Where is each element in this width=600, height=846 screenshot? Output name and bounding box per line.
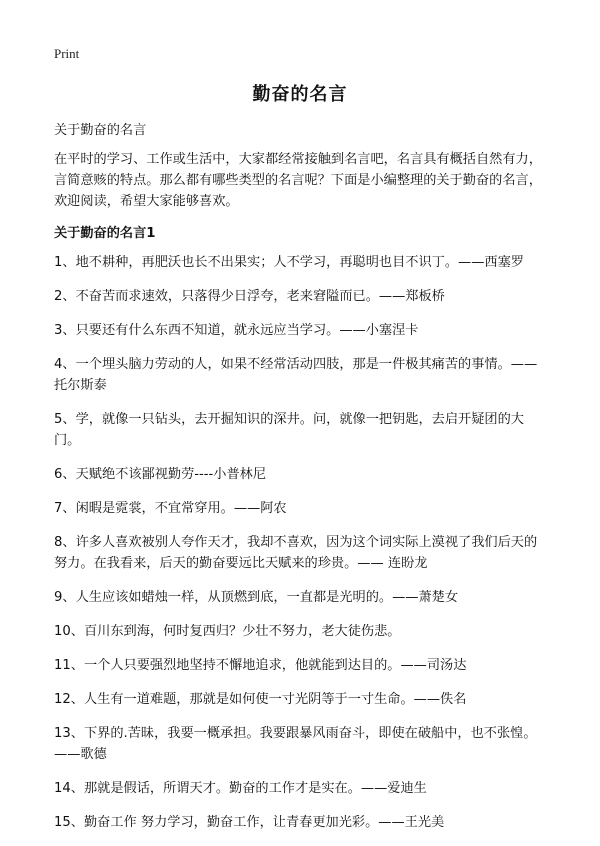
quote-item: 9、人生应该如蜡烛一样，从顶燃到底，一直都是光明的。——萧楚女 <box>54 590 459 605</box>
quote-item: 10、百川东到海，何时复西归？少壮不努力，老大徒伤悲。 <box>54 624 401 639</box>
quote-item: 1、地不耕种，再肥沃也长不出果实；人不学习，再聪明也目不识丁。——西塞罗 <box>54 255 524 270</box>
quote-item: 15、勤奋工作 努力学习，勤奋工作，让青春更加光彩。——王光美 <box>54 815 445 830</box>
print-link[interactable]: Print <box>54 46 80 61</box>
quote-item: 13、下界的.苦昧，我要一概承担。我要跟暴风雨奋斗，即使在破船中，也不张惶。——歌德 <box>54 726 537 762</box>
quote-item: 2、不奋苦而求速效，只落得少日浮夸，老来窘隘而已。——郑板桥 <box>54 289 445 304</box>
quote-item: 5、学，就像一只钻头，去开掘知识的深井。问，就像一把钥匙，去启开疑团的大门。 <box>54 412 524 448</box>
quote-item: 11、一个人只要强烈地坚持不懈地追求，他就能到达目的。——司汤达 <box>54 658 467 673</box>
intro-paragraph: 在平时的学习、工作或生活中，大家都经常接触到名言吧，名言具有概括自然有力，言简意赅的特点。那么都有哪些类型的名言呢？下面是小编整理的关于勤奋的名言，欢迎阅读，希望大家能够喜欢。 <box>54 152 542 209</box>
page-title: 勤奋的名言 <box>252 84 348 105</box>
quote-item: 4、一个埋头脑力劳动的人，如果不经常活动四肢，那是一件极其痛苦的事情。——托尔斯泰 <box>54 357 538 393</box>
article-subtitle: 关于勤奋的名言 <box>54 123 147 138</box>
quote-item: 12、人生有一道难题，那就是如何使一寸光阴等于一寸生命。——佚名 <box>54 692 467 707</box>
quote-item: 14、那就是假话，所谓天才。勤奋的工作才是实在。——爱迪生 <box>54 781 427 796</box>
quote-item: 3、只要还有什么东西不知道，就永远应当学习。——小塞涅卡 <box>54 323 419 338</box>
quote-item: 6、天赋绝不该鄙视勤劳----小普林尼 <box>54 467 267 482</box>
quote-item: 8、许多人喜欢被别人夸作天才，我却不喜欢，因为这个词实际上漠视了我们后天的努力。在我看来，后天的勤奋要远比天赋来的珍贵。—— 连盼龙 <box>54 535 538 571</box>
quote-item: 7、闲暇是霓裳，不宜常穿用。——阿农 <box>54 501 287 516</box>
section-heading: 关于勤奋的名言1 <box>54 226 156 241</box>
article-body <box>54 120 546 846</box>
